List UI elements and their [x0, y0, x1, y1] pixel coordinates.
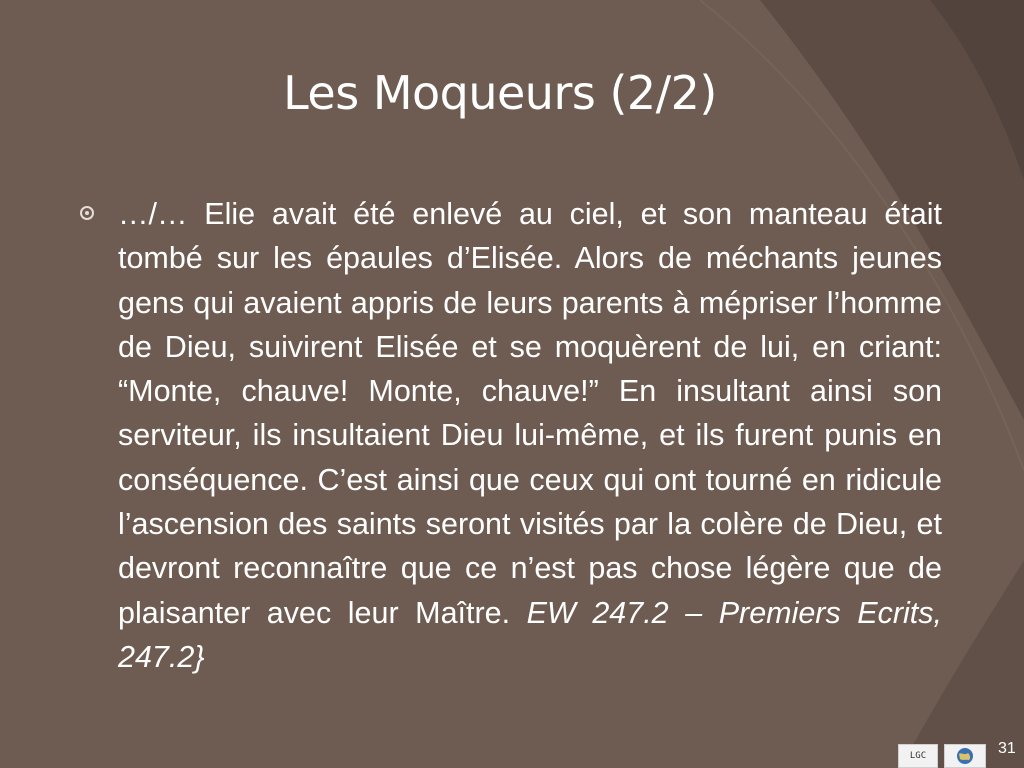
page-number: 31: [998, 740, 1016, 757]
lgc-logo-text: LGC: [909, 751, 927, 761]
scripture-reference: EW 247.2 – Premiers Ecrits, 247.2}: [118, 595, 942, 674]
body-paragraph: …/… Elie avait été enlevé au ciel, et son manteau était tombé sur les épaules d’Elisée. Alors de méchants jeunes gens qui avaient appris de leurs parents à mépriser l’homme de Dieu, suivirent Elisée et se moquèrent de lui, en criant: “Monte, chauve! Monte, chauve!” En insultant ainsi son serviteur, ils insultaient Dieu lui-même, et ils furent punis en conséquence. C’est ainsi que ceux qui ont tourné en ridicule l’ascension des saints seront visités par la colère de Dieu, et devront reconnaître que ce n’est pas chose légère que de plaisanter avec leur Maître.: [118, 197, 942, 630]
slide-body-text: [118, 192, 942, 679]
globe-logo-icon: [944, 744, 986, 768]
footer-logos: [898, 744, 986, 768]
lgc-logo: [898, 744, 938, 768]
bullet-icon: [80, 206, 94, 220]
slide-title: Les Moqueurs (2/2): [283, 66, 717, 120]
